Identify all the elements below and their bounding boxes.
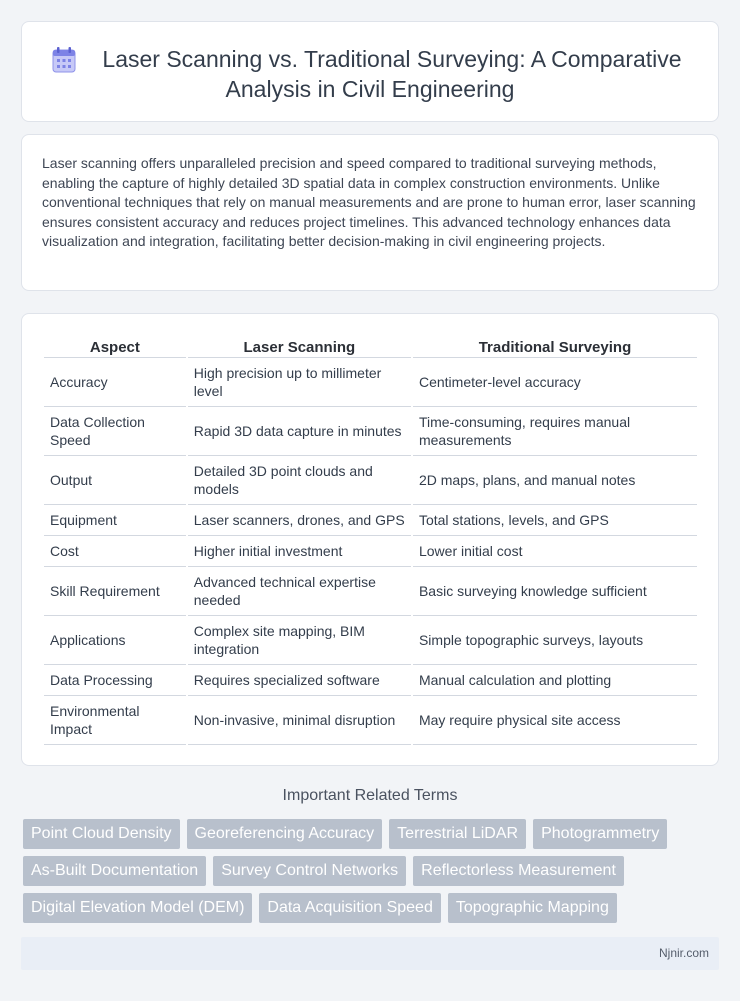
table-row xyxy=(44,536,697,567)
row-aspect: Output xyxy=(44,456,186,505)
related-terms-title: Important Related Terms xyxy=(282,787,458,804)
table-row xyxy=(44,665,697,696)
footer xyxy=(21,937,719,970)
header-laser-scanning: Laser Scanning xyxy=(188,334,411,358)
row-traditional: Lower initial cost xyxy=(413,536,697,567)
row-laser: Higher initial investment xyxy=(188,536,411,567)
table-row xyxy=(44,567,697,616)
row-aspect: Environmental Impact xyxy=(44,696,186,745)
tag-data-acquisition-speed[interactable]: Data Acquisition Speed xyxy=(259,893,440,923)
page-title xyxy=(22,44,718,104)
table-row xyxy=(44,358,697,407)
row-traditional: 2D maps, plans, and manual notes xyxy=(413,456,697,505)
row-laser: Detailed 3D point clouds and models xyxy=(188,456,411,505)
row-laser: Rapid 3D data capture in minutes xyxy=(188,407,411,456)
table-row xyxy=(44,505,697,536)
tag-topographic-mapping[interactable]: Topographic Mapping xyxy=(448,893,617,923)
row-laser: Advanced technical expertise needed xyxy=(188,567,411,616)
row-laser: Laser scanners, drones, and GPS xyxy=(188,505,411,536)
row-laser: Non-invasive, minimal disruption xyxy=(188,696,411,745)
tag-photogrammetry[interactable]: Photogrammetry xyxy=(533,819,667,849)
row-traditional: Manual calculation and plotting xyxy=(413,665,697,696)
header-traditional-surveying: Traditional Surveying xyxy=(413,334,697,358)
row-aspect: Applications xyxy=(44,616,186,665)
tag-point-cloud-density[interactable]: Point Cloud Density xyxy=(23,819,180,849)
row-aspect: Data Collection Speed xyxy=(44,407,186,456)
intro-paragraph: Laser scanning offers unparalleled precision and speed compared to traditional surveying methods, enabling the capture of highly detailed 3D spatial data in complex construction environments. Unlike conventional techniques that rely on manual measurements and are prone to human error, laser scanning ensures consistent accuracy and reduces project timelines. This advanced technology enhances data visualization and integration, facilitating better decision-making in civil engineering projects. xyxy=(42,155,696,250)
row-laser: Complex site mapping, BIM integration xyxy=(188,616,411,665)
table-header-row xyxy=(44,334,697,358)
table-row xyxy=(44,696,697,745)
row-aspect: Skill Requirement xyxy=(44,567,186,616)
intro-card xyxy=(21,134,719,291)
comparison-table xyxy=(42,334,699,745)
tag-georeferencing-accuracy[interactable]: Georeferencing Accuracy xyxy=(187,819,383,849)
row-traditional: Centimeter-level accuracy xyxy=(413,358,697,407)
related-terms-list xyxy=(23,819,703,923)
footer-site-link[interactable]: Njnir.com xyxy=(658,946,709,960)
row-traditional: Simple topographic surveys, layouts xyxy=(413,616,697,665)
header-aspect: Aspect xyxy=(44,334,186,358)
row-traditional: Basic surveying knowledge sufficient xyxy=(413,567,697,616)
table-row xyxy=(44,456,697,505)
row-traditional: Time-consuming, requires manual measurements xyxy=(413,407,697,456)
row-laser: Requires specialized software xyxy=(188,665,411,696)
table-row xyxy=(44,616,697,665)
tag-terrestrial-lidar[interactable]: Terrestrial LiDAR xyxy=(389,819,526,849)
page-title-line-1: Laser Scanning vs. Traditional Surveying: A Comparative xyxy=(102,46,682,72)
row-laser: High precision up to millimeter level xyxy=(188,358,411,407)
page-title-line-2: Analysis in Civil Engineering xyxy=(225,76,515,102)
tag-as-built-documentation[interactable]: As-Built Documentation xyxy=(23,856,206,886)
row-aspect: Equipment xyxy=(44,505,186,536)
row-aspect: Data Processing xyxy=(44,665,186,696)
row-traditional: Total stations, levels, and GPS xyxy=(413,505,697,536)
tag-survey-control-networks[interactable]: Survey Control Networks xyxy=(213,856,406,886)
row-aspect: Cost xyxy=(44,536,186,567)
title-card xyxy=(21,21,719,122)
row-traditional: May require physical site access xyxy=(413,696,697,745)
row-aspect: Accuracy xyxy=(44,358,186,407)
table-row xyxy=(44,407,697,456)
tag-reflectorless-measurement[interactable]: Reflectorless Measurement xyxy=(413,856,624,886)
comparison-table-card xyxy=(21,313,719,766)
tag-digital-elevation-model[interactable]: Digital Elevation Model (DEM) xyxy=(23,893,252,923)
